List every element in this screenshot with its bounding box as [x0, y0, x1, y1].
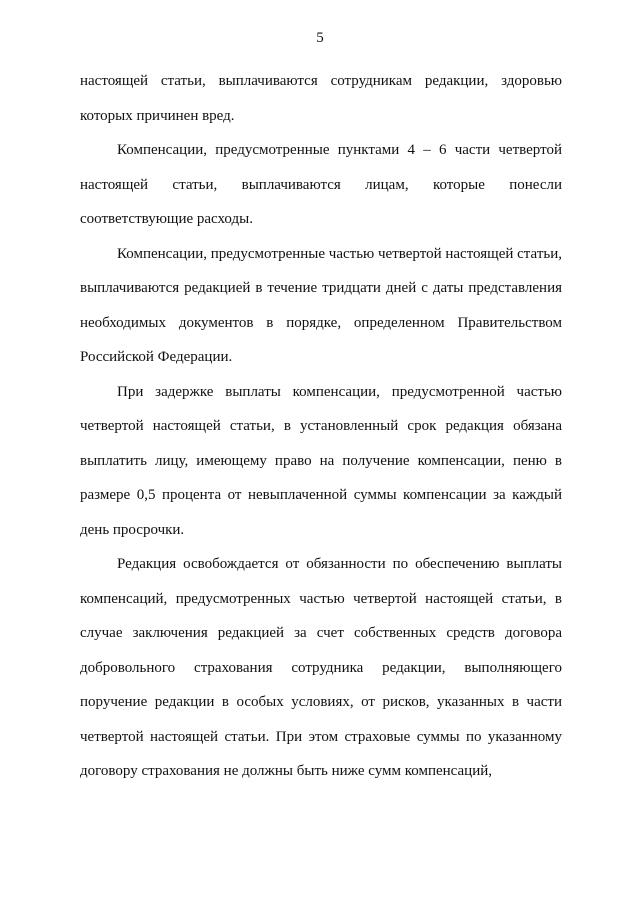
paragraph-payment-deadline: Компенсации, предусмотренные частью четвертой настоящей статьи, выплачиваются редакцией в течение тридцати дней с даты представления необходимых документов в порядке, определенном Правительством Российской Федерации. — [80, 245, 562, 365]
page-number: 5 — [316, 30, 324, 46]
paragraph-continuation: настоящей статьи, выплачиваются сотрудникам редакции, здоровью которых причинен вред. — [80, 73, 562, 124]
paragraph-late-penalty: При задержке выплаты компенсации, предусмотренной частью четвертой настоящей статьи, в установленный срок редакция обязана выплатить лицу, имеющему право на получение компенсации, пеню в размере 0,5 процента от невыплаченной суммы компенсации за каждый день просрочки. — [80, 383, 562, 538]
paragraph-insurance-exemption: Редакция освобождается от обязанности по обеспечению выплаты компенсаций, предусмотренных частью четвертой настоящей статьи, в случае заключения редакцией за счет собственных средств договора добровольного страхования сотрудника редакции, выполняющего поручение редакции в особых условиях, от рисков, указанных в части четвертой настоящей статьи. При этом страховые суммы по указанному договору страхования не должны быть ниже сумм компенсаций, — [80, 556, 562, 779]
document-body — [80, 64, 562, 789]
paragraph-compensation-expenses: Компенсации, предусмотренные пунктами 4 – 6 части четвертой настоящей статьи, выплачиваются лицам, которые понесли соответствующие расходы. — [80, 142, 562, 227]
